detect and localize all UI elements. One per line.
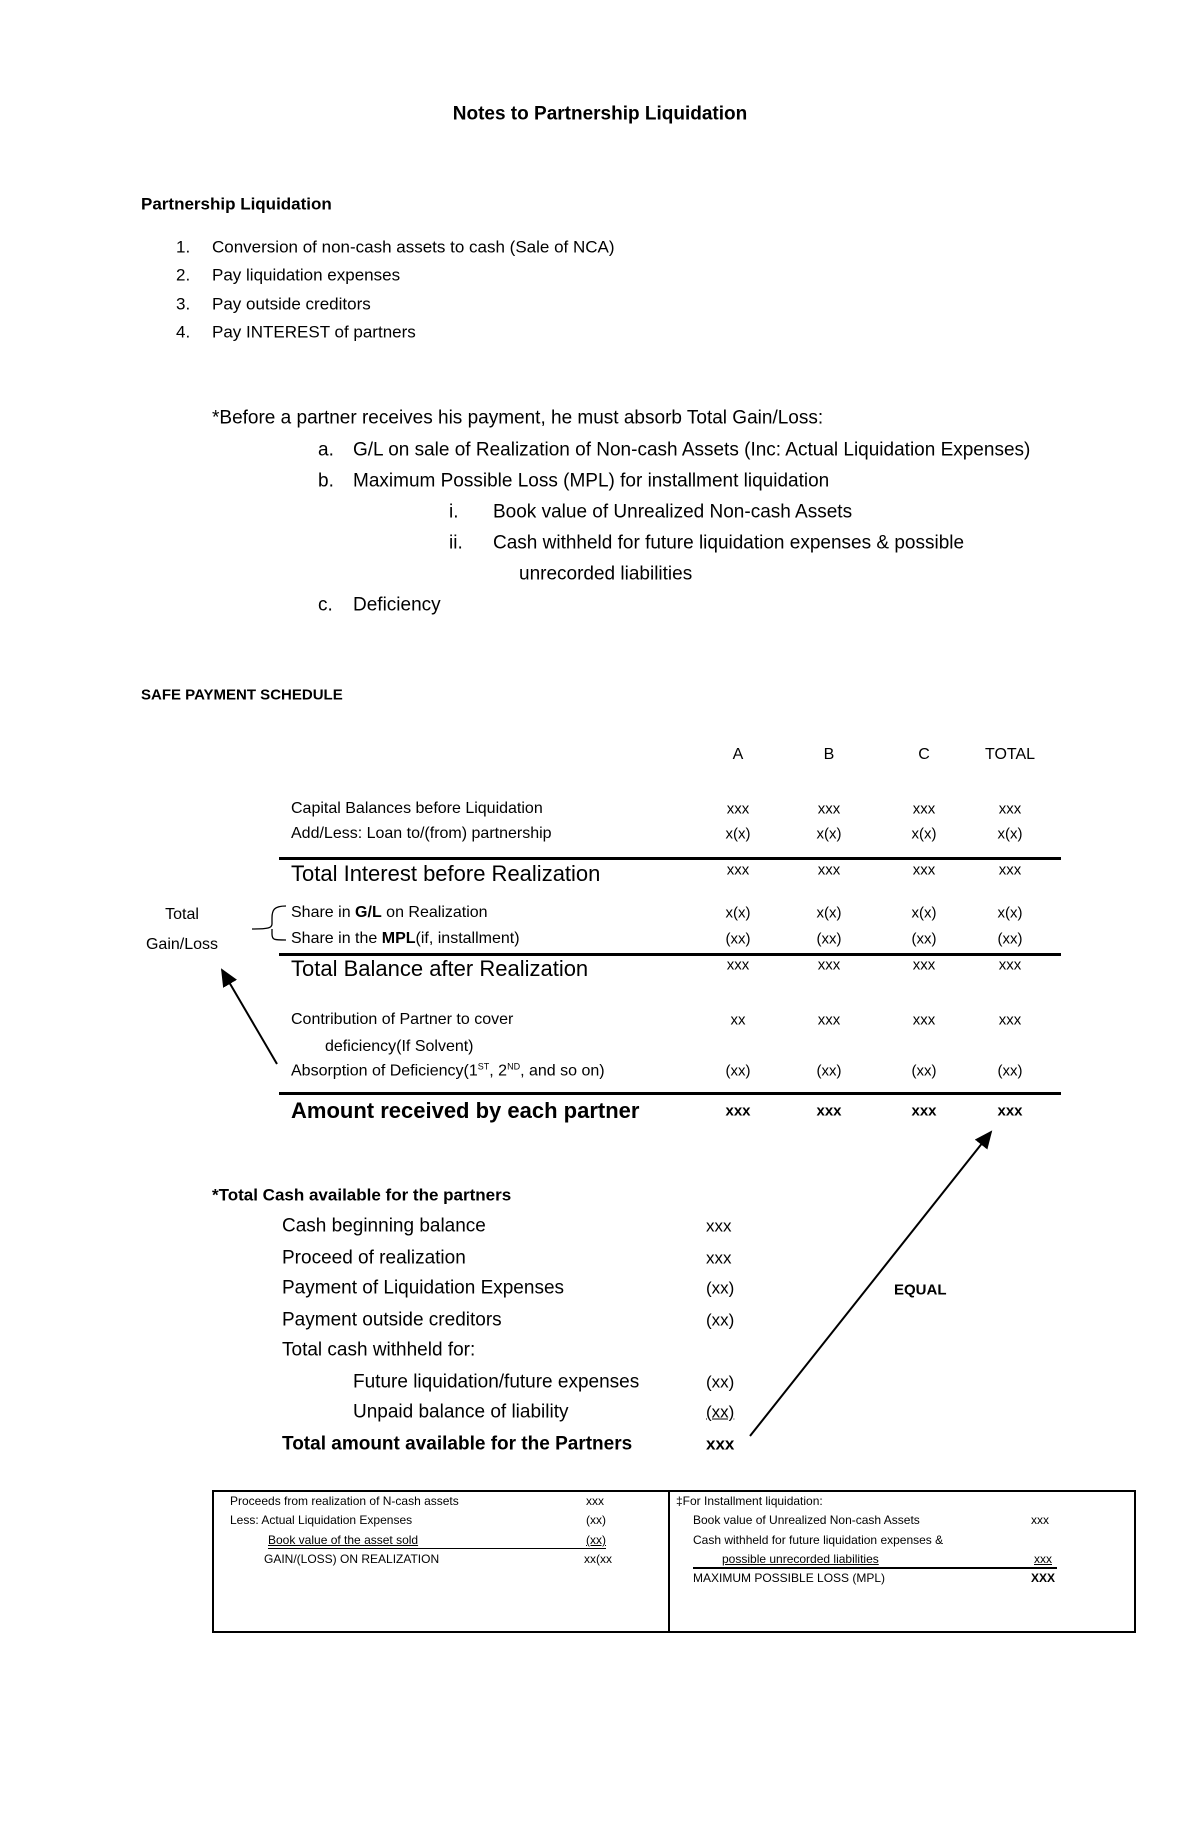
column-header: TOTAL bbox=[984, 746, 1036, 763]
underline bbox=[268, 1548, 606, 1549]
note-label: ii. bbox=[449, 532, 463, 554]
note-text: Maximum Possible Loss (MPL) for installment liquidation bbox=[353, 470, 830, 492]
box-left-value: xxx bbox=[586, 1494, 604, 1508]
side-label: Gain/Loss bbox=[145, 936, 219, 953]
box-right-label: MAXIMUM POSSIBLE LOSS (MPL) bbox=[693, 1571, 886, 1585]
row-label: Total Balance after Realization bbox=[291, 956, 589, 981]
cell-value: (xx) bbox=[997, 1062, 1023, 1080]
cell-value: (xx) bbox=[997, 930, 1023, 948]
row-label-cont: deficiency(If Solvent) bbox=[325, 1038, 474, 1055]
cell-value: x(x) bbox=[725, 904, 751, 922]
cell-value: xxx bbox=[817, 1011, 841, 1029]
box-right-label: Cash withheld for future liquidation expenses & bbox=[693, 1533, 944, 1547]
note-text-cont: unrecorded liabilities bbox=[519, 563, 693, 585]
schedule-heading: SAFE PAYMENT SCHEDULE bbox=[141, 686, 343, 704]
cell-value: xxx bbox=[726, 800, 750, 818]
cell-value: xxx bbox=[912, 800, 936, 818]
cell-value: x(x) bbox=[911, 904, 937, 922]
cell-value: xxx bbox=[816, 1102, 842, 1120]
cash-item-value: xxx bbox=[706, 1248, 732, 1268]
total-line bbox=[693, 1567, 1057, 1569]
note-label: b. bbox=[318, 470, 334, 492]
cash-item-value: (xx) bbox=[706, 1310, 735, 1330]
box-left-label: Book value of the asset sold bbox=[268, 1533, 419, 1547]
box-left-value: (xx) bbox=[586, 1533, 606, 1547]
cell-value: x(x) bbox=[725, 825, 751, 843]
cash-item-label: Payment of Liquidation Expenses bbox=[282, 1277, 565, 1299]
cell-value: xxx bbox=[912, 1011, 936, 1029]
note-text: Deficiency bbox=[353, 594, 441, 616]
cash-item-label: Unpaid balance of liability bbox=[353, 1401, 569, 1423]
row-label: Total Interest before Realization bbox=[291, 861, 601, 886]
cell-value: (xx) bbox=[911, 1062, 937, 1080]
cell-value: xxx bbox=[726, 956, 750, 974]
column-header: B bbox=[823, 746, 835, 763]
cash-item-value: (xx) bbox=[706, 1372, 735, 1392]
row-label: Contribution of Partner to cover bbox=[291, 1011, 514, 1028]
cell-value: (xx) bbox=[725, 1062, 751, 1080]
step-number: 4. bbox=[176, 322, 191, 342]
cash-item-label: Total amount available for the Partners bbox=[282, 1433, 633, 1455]
box-right-value: XXX bbox=[1031, 1571, 1056, 1585]
cash-item-label: Cash beginning balance bbox=[282, 1215, 486, 1237]
cell-value: xxx bbox=[912, 861, 936, 879]
step-text: Pay liquidation expenses bbox=[212, 265, 401, 285]
cell-value: x(x) bbox=[997, 825, 1023, 843]
cell-value: xxx bbox=[912, 956, 936, 974]
box-left-value: (xx) bbox=[586, 1513, 606, 1527]
cell-value: xxx bbox=[998, 861, 1022, 879]
cell-value: x(x) bbox=[816, 904, 842, 922]
cell-value: x(x) bbox=[911, 825, 937, 843]
column-header: C bbox=[918, 746, 930, 763]
step-text: Pay INTEREST of partners bbox=[212, 322, 416, 342]
cell-value: xxx bbox=[817, 956, 841, 974]
note-text: Cash withheld for future liquidation expenses & possible bbox=[493, 532, 965, 554]
box-right-heading: ‡For Installment liquidation: bbox=[676, 1494, 823, 1508]
column-header: A bbox=[732, 746, 744, 763]
cell-value: xxx bbox=[998, 1011, 1022, 1029]
cell-value: xxx bbox=[997, 1102, 1023, 1120]
step-number: 3. bbox=[176, 294, 191, 314]
cell-value: xxx bbox=[998, 956, 1022, 974]
cell-value: xxx bbox=[998, 800, 1022, 818]
box-right-label: Book value of Unrealized Non-cash Assets bbox=[693, 1513, 920, 1527]
note-intro: *Before a partner receives his payment, he must absorb Total Gain/Loss: bbox=[212, 407, 824, 429]
cash-heading: *Total Cash available for the partners bbox=[212, 1185, 512, 1205]
cell-value: x(x) bbox=[997, 904, 1023, 922]
row-label: Amount received by each partner bbox=[291, 1098, 640, 1123]
row-label: Share in the MPL(if, installment) bbox=[291, 930, 520, 947]
cash-item-label: Total cash withheld for: bbox=[282, 1339, 476, 1361]
cell-value: xxx bbox=[911, 1102, 937, 1120]
section-heading: Partnership Liquidation bbox=[141, 194, 332, 214]
box-right-value: xxx bbox=[1034, 1552, 1052, 1566]
cash-item-value: xxx bbox=[706, 1434, 735, 1454]
note-text: G/L on sale of Realization of Non-cash Assets (Inc: Actual Liquidation Expenses) bbox=[353, 439, 1031, 461]
cell-value: xxx bbox=[726, 861, 750, 879]
step-number: 1. bbox=[176, 237, 191, 257]
arrow-equal bbox=[750, 1132, 991, 1436]
side-label: Total bbox=[165, 906, 199, 923]
cell-value: (xx) bbox=[816, 1062, 842, 1080]
cash-item-value: xxx bbox=[706, 1216, 732, 1236]
cell-value: x(x) bbox=[816, 825, 842, 843]
cell-value: (xx) bbox=[816, 930, 842, 948]
row-label: Share in G/L on Realization bbox=[291, 904, 488, 921]
cell-value: (xx) bbox=[911, 930, 937, 948]
row-label: Capital Balances before Liquidation bbox=[291, 800, 543, 817]
step-text: Pay outside creditors bbox=[212, 294, 371, 314]
note-label: i. bbox=[449, 501, 459, 523]
step-text: Conversion of non-cash assets to cash (Sale of NCA) bbox=[212, 237, 615, 257]
cash-item-label: Future liquidation/future expenses bbox=[353, 1371, 640, 1393]
box-left-value: xx(xx bbox=[584, 1552, 612, 1566]
arrow-to-gain-loss bbox=[222, 970, 277, 1064]
cell-value: xxx bbox=[725, 1102, 751, 1120]
box-right-label: possible unrecorded liabilities bbox=[722, 1552, 879, 1566]
box-left-label: GAIN/(LOSS) ON REALIZATION bbox=[264, 1552, 440, 1566]
cell-value: xx bbox=[730, 1011, 746, 1029]
page-title: Notes to Partnership Liquidation bbox=[452, 103, 748, 125]
note-text: Book value of Unrealized Non-cash Assets bbox=[493, 501, 853, 523]
cash-item-value: (xx) bbox=[706, 1402, 735, 1422]
equal-label: EQUAL bbox=[894, 1281, 947, 1299]
box-divider bbox=[668, 1492, 670, 1631]
cell-value: (xx) bbox=[725, 930, 751, 948]
box-left-label: Proceeds from realization of N-cash assets bbox=[230, 1494, 459, 1508]
note-label: a. bbox=[318, 439, 334, 461]
cell-value: xxx bbox=[817, 861, 841, 879]
cash-item-label: Payment outside creditors bbox=[282, 1309, 502, 1331]
note-label: c. bbox=[318, 594, 333, 616]
step-number: 2. bbox=[176, 265, 191, 285]
box-left-label: Less: Actual Liquidation Expenses bbox=[230, 1513, 413, 1527]
brace-icon bbox=[252, 906, 286, 940]
cash-item-value: (xx) bbox=[706, 1278, 735, 1298]
cell-value: xxx bbox=[817, 800, 841, 818]
row-label: Absorption of Deficiency(1ST, 2ND, and so on) bbox=[291, 1061, 605, 1080]
row-label: Add/Less: Loan to/(from) partnership bbox=[291, 825, 552, 842]
box-right-value: xxx bbox=[1031, 1513, 1049, 1527]
cash-item-label: Proceed of realization bbox=[282, 1247, 466, 1269]
